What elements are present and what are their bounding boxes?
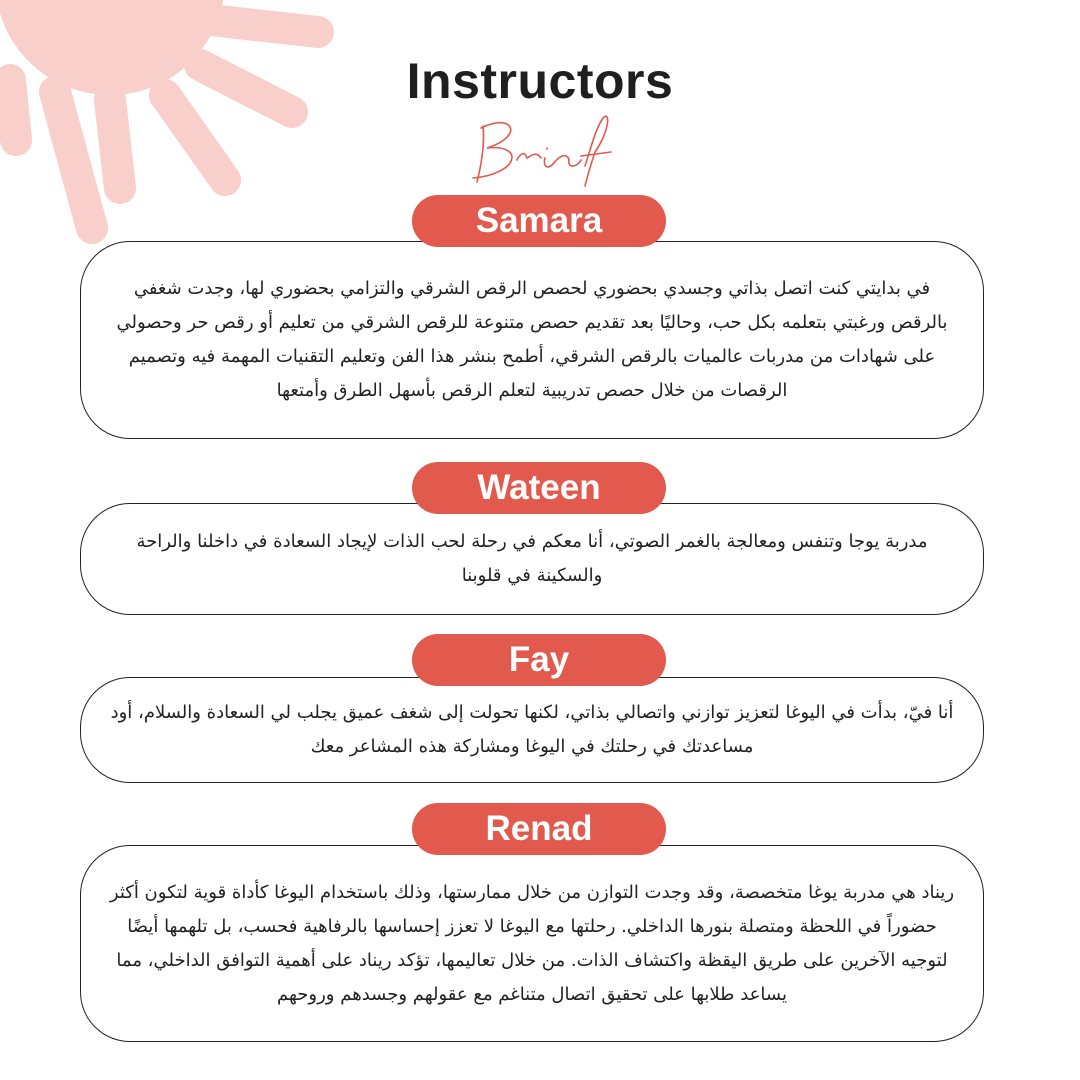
- instructor-bio-text: مدربة يوجا وتنفس ومعالجة بالغمر الصوتي، أنا معكم في رحلة لحب الذات لإيجاد السعادة في داخلنا والراحة والسكينة في قلوبنا: [136, 531, 928, 586]
- instructor-bio-card: [80, 677, 984, 783]
- instructor-name-badge: Wateen: [412, 462, 666, 514]
- instructor-bio-card: [80, 241, 984, 439]
- instructor-bio-text: في بدايتي كنت اتصل بذاتي وجسدي بحضوري لحصص الرقص الشرقي والتزامي بحضوري لها، وجدت شغفي بالرقص ورغبتي بتعلمه بكل حب، وحاليًا بعد تقديم حصص متنوعة للرقص الشرقي من تعليم أو رقص حر وحصولي على شهادات من مدربات عالميات بالرقص الشرقي، أطمح بنشر هذا الفن وتعليم التقنيات المهمة فيه وتصميم الرقصات من خلال حصص تدريبية لتعلم الرقص بأسهل الطرق وأمتعها: [116, 278, 948, 401]
- instructor-name-badge: Samara: [412, 195, 666, 247]
- instructor-bio-card: [80, 503, 984, 615]
- sun-decoration: [0, 0, 360, 260]
- instructor-bio-text: أنا فيّ، بدأت في اليوغا لتعزيز توازني واتصالي بذاتي، لكنها تحولت إلى شغف عميق يجلب لي السعادة والسلام، أود مساعدتك في رحلتك في اليوغا ومشاركة هذه المشاعر معك: [110, 702, 954, 757]
- brief-script-lettering: [455, 108, 625, 188]
- instructor-name-badge: Fay: [412, 634, 666, 686]
- instructor-bio-text: ريناد هي مدربة يوغا متخصصة، وقد وجدت التوازن من خلال ممارستها، وذلك باستخدام اليوغا كأداة قوية لتكون أكثر حضوراً في اللحظة ومتصلة بنورها الداخلي. رحلتها مع اليوغا لا تعزز إحساسها بالرفاهية فحسب، بل تلهمها أيضًا لتوجيه الآخرين على طريق اليقظة واكتشاف الذات. من خلال تعاليمها، تؤكد ريناد على أهمية التوافق الداخلي، مما يساعد طلابها على تحقيق اتصال متناغم مع عقولهم وجسدهم وروحهم: [109, 881, 955, 1005]
- instructor-bio-card: [80, 845, 984, 1042]
- page-title: Instructors: [406, 53, 674, 109]
- instructor-name-badge: Renad: [412, 803, 666, 855]
